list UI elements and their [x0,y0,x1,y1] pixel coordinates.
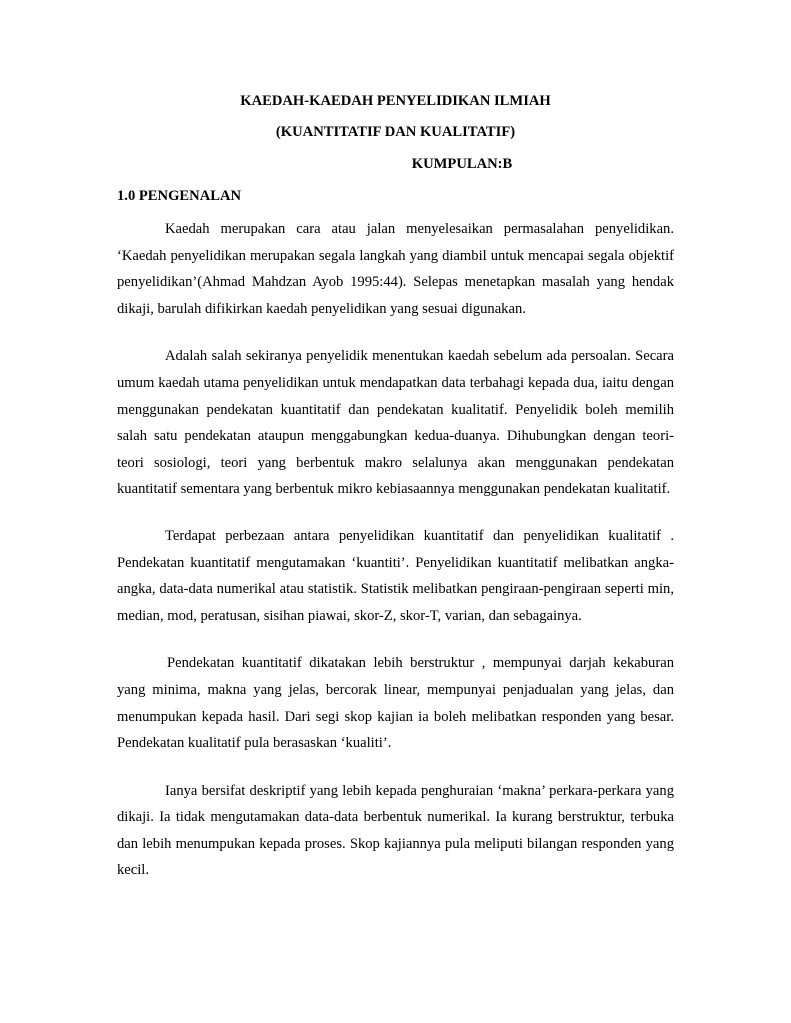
paragraph: Ianya bersifat deskriptif yang lebih kepada penghuraian ‘makna’ perkara-perkara yang dikaji. Ia tidak mengutamakan data-data berbentuk numerikal. Ia kurang berstruktur, terbuka dan lebih menumpukan kepada proses. Skop kajiannya pula meliputi bilangan responden yang kecil. [117,782,674,879]
group-label: KUMPULAN:B [411,156,513,172]
paragraph: Pendekatan kuantitatif dikatakan lebih berstruktur , mempunyai darjah kekaburan yang minima, makna yang jelas, bercorak linear, mempunyai penjadualan yang jelas, dan menumpukan kepada hasil. Dari segi skop kajian ia boleh melibatkan responden yang besar. Pendekatan kualitatif pula berasaskan ‘kualiti’. [117,655,674,752]
paragraph: Terdapat perbezaan antara penyelidikan kuantitatif dan penyelidikan kualitatif . Pendekatan kuantitatif mengutamakan ‘kuantiti’. Penyelidikan kuantitatif melibatkan angka-angka, data-data numerikal atau statistik. Statistik melibatkan pengiraan-pengiraan seperti min, median, mod, peratusan, sisihan piawai, skor-Z, skor-T, varian, dan sebagainya. [117,527,674,624]
paragraph: Adalah salah sekiranya penyelidik menentukan kaedah sebelum ada persoalan. Secara umum kaedah utama penyelidikan untuk mendapatkan data terbahagi kepada dua, iaitu dengan menggunakan pendekatan kuantitatif dan pendekatan kualitatif. Penyelidik boleh memilih salah satu pendekatan ataupun menggabungkan kedua-duanya. Dihubungkan dengan teori-teori sosiologi, teori yang berbentuk makro selalunya akan menggunakan pendekatan kuantitatif sementara yang berbentuk mikro kebiasaannya menggunakan pendekatan kualitatif. [117,348,674,498]
paragraph: Kaedah merupakan cara atau jalan menyelesaikan permasalahan penyelidikan. ‘Kaedah penyelidikan merupakan segala langkah yang diambil untuk mencapai segala objektif penyelidikan’(Ahmad Mahdzan Ayob 1995:44). Selepas menetapkan masalah yang hendak dikaji, barulah difikirkan kaedah penyelidikan yang sesuai digunakan. [117,221,674,317]
document-subtitle: (KUANTITATIF DAN KUALITATIF) [275,124,516,140]
document-title: KAEDAH-KAEDAH PENYELIDIKAN ILMIAH [240,93,551,109]
section-heading: 1.0 PENGENALAN [117,188,242,204]
